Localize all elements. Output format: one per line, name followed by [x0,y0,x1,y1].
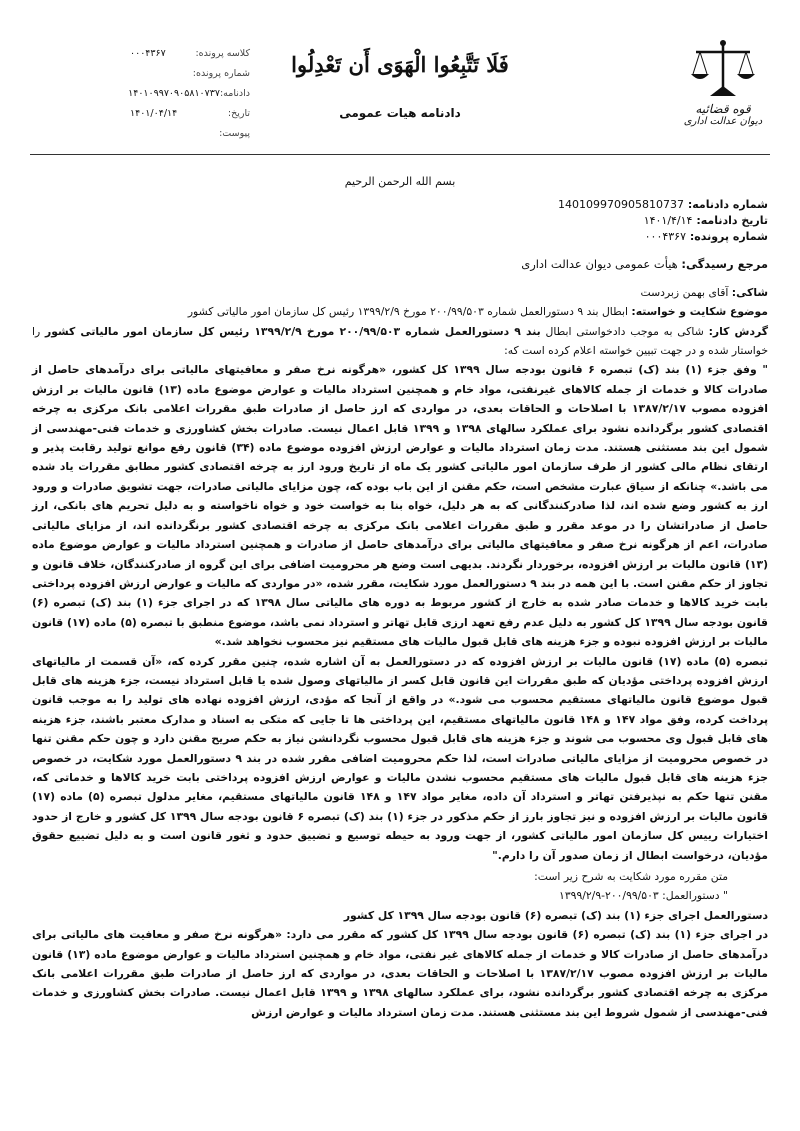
plaintiff-value: آقای بهمن زبردست [640,285,729,299]
plaintiff-label: شاکی: [731,285,768,299]
meta-value: ۱۴۰۱۰۹۹۷۰۹۰۵۸۱۰۷۳۷ [128,88,220,99]
header-divider [30,154,770,155]
reference-label: مرجع رسیدگی: [681,257,768,272]
workflow-paragraph [32,322,768,361]
meta-row [130,44,250,64]
subject-label: موضوع شکایت و خواسته: [631,305,768,319]
case-metadata [130,44,250,144]
complaint-paragraph-2: تبصره (۵) ماده (۱۷) قانون مالیات بر ارزش افزوده که در دستورالعمل به آن اشاره شده، چنین مقرر کرده که، «آن قسمت از مالیاتهای ارزش افزوده پرداختی مؤدیان که طبق مقررات این قانون قابل کسر از مالیاتهای وصول شده یا قابل استرداد نیست، جزء هزینه های قابل قبول موضوع قانون مالیاتهای مستقیم محسوب می شود.» در واقع از آنجا که مؤدی، ارزش افزوده نهاده های تولید را به موجب قانون پرداخت کرده، وفق مواد ۱۴۷ و ۱۴۸ قانون مالیاتهای مستقیم، این پرداختی ها تا جایی که متکی به اسناد و مدارک معتبر باشند، جزء هزینه های قابل قبول وی محسوب می شوند و جزء هزینه های قابل قبول محسوب نگردانشن نیاز به حکم صریح مقنن دارد و چون حکم مقنن تنها در خصوص محرومیت از مزایای مالیاتی صادرات است، لذا حکم محرومیت اضافی مقرر شده در بند ۹ دستورالعمل مورد شکایت، در خصوص جزء هزینه های قابل قبول مالیات های مستقیم محسوب نشدن مالیات و عوارض ارزش افزوده پرداختی بابت خرید کالاها و خدماتی که، مقنن تنها حکم به نپذیرفتن تهاتر و استرداد آن داده، مغایر مواد ۱۴۷ و ۱۴۸ قانون مالیاتهای مستقیم، مغایر مدلول تبصره (۵) ماده (۱۷) قانون مالیات بر ارزش افزوده و نیز تجاوز بارز از حکم مذکور در جزء (۱) بند (ک) تبصره ۶ قانون بودجه سال ۱۳۹۹ کل کشور و خارج از حدود اختیارات رییس کل سازمان امور مالیاتی کشور، از جهت ورود به حیطه توسیع و تضییق حدود و ثغور قانون است و به دلیل تضییع حقوق مؤدیان، درخواست ابطال از زمان صدور آن را دارم." [32,654,769,862]
meta-label: تاریخ: [227,108,250,119]
subject-line [32,302,768,321]
verdict-info [32,197,768,245]
reference-value: هیأت عمومی دیوان عدالت اداری [521,257,678,272]
info-label: شماره پرونده: [689,230,768,244]
meta-row [130,64,250,84]
workflow-text-a: شاکی به موجب دادخواستی ابطال [540,324,704,338]
header-subtitle: دادنامه هیات عمومی [339,106,461,120]
info-value: ۱۴۰۱/۴/۱۴ [643,214,693,228]
workflow-label: گردش کار: [708,324,768,338]
header-verse: فَلَا تَتَّبِعُوا الْهَوَى أَن تَعْدِلُوا [291,52,509,77]
judiciary-emblem [678,38,768,127]
info-label: شماره دادنامه: [687,198,768,212]
meta-value: ۰۰۰۴۳۶۷ [130,48,166,59]
quoted-text-label: متن مقرره مورد شکایت به شرح زیر است: [534,870,728,883]
subject-value: ابطال بند ۹ دستورالعمل شماره ۲۰۰/۹۹/۵۰۳ مورخ ۱۳۹۹/۲/۹ رئیس کل سازمان امور مالیاتی کشور [187,305,628,319]
info-row [32,229,768,245]
meta-label: کلاسه پرونده: [195,48,250,59]
info-value: 140109970905810737 [557,198,684,212]
reference-line [32,255,768,274]
meta-row [130,104,250,124]
document-body [32,172,768,1022]
document-header [0,0,800,165]
meta-label: دادنامه: [219,88,250,99]
bismillah: بسم الله الرحمن الرحیم [344,175,456,188]
meta-label: شماره پرونده: [192,68,250,79]
info-label: تاریخ دادنامه: [696,214,768,228]
plaintiff-line [32,283,768,302]
info-value: ۰۰۰۴۳۶۷ [644,230,686,244]
scales-of-justice-icon [688,38,758,100]
info-row [32,197,768,213]
emblem-line-1: قوه قضائیه [695,102,751,116]
meta-value: ۱۴۰۱/۰۴/۱۴ [130,108,178,119]
directive-title: دستورالعمل اجرای جزء (۱) بند (ک) تبصره (۶) قانون بودجه سال ۱۳۹۹ کل کشور [343,908,768,922]
emblem-line-2: دیوان عدالت اداری [683,116,763,127]
meta-row [130,84,250,104]
directive-paragraph: در اجرای جزء (۱) بند (ک) تبصره (۶) قانون بودجه سال ۱۳۹۹ کل کشور که مقرر می دارد: «هرگونه نرخ صفر و معافیت های مالیاتی برای درآمدهای حاصل از صادرات کالا و خدمات از جمله کالاهای غیر نفتی، مواد خام و همچنین استرداد مالیات و عوارض موضوع ماده (۱۳) قانون مالیات بر ارزش افزوده مصوب ۱۳۸۷/۲/۱۷ با اصلاحات و الحاقات بعدی، در مواردی که ارز حاصل از صادرات طبق مقررات اعلامی بانک مرکزی به چرخه اقتصادی کشور برگردانده نشود، برای عملکرد سالهای ۱۳۹۸ و ۱۳۹۹ قابل اعمال نیست. صادرات بخش کشاورزی و خدمات فنی-مهندسی از شمول شروط این بند مستثنی هستند. مدت زمان استرداد مالیات و عوارض ارزش [32,928,769,1019]
info-row [32,213,768,229]
meta-row [130,124,250,144]
directive-reference: " دستورالعمل: ۲۰۰/۹۹/۵۰۳-۱۳۹۹/۲/۹ [559,889,728,903]
complaint-paragraph-1: " وفق جزء (۱) بند (ک) تبصره ۶ قانون بودجه سال ۱۳۹۹ کل کشور، «هرگونه نرخ صفر و معافیتهای مالیاتی برای درآمدهای حاصل از صادرات کالا و خدمات از جمله کالاهای غیرنفتی، مواد خام و همچنین استرداد مالیات و عوارض موضوع ماده (۱۳) قانون مالیات بر ارزش افزوده مصوب ۱۳۸۷/۲/۱۷ با اصلاحات و الحاقات بعدی، در مواردی که ارز حاصل از صادرات طبق مقررات اعلامی بانک مرکزی به چرخه اقتصادی کشور برگردانده نشود برای عملکرد سالهای ۱۳۹۸ و ۱۳۹۹ قابل اعمال نیست. صادرات بخش کشاورزی و خدمات فنی-مهندسی از شمول این بند مستثنی هستند. مدت زمان استرداد مالیات و عوارض ارزش افزوده موضوع ماده (۳۴) قانون رفع موانع تولید رقابت پذیر و ارتقای نظام مالی کشور از طرف سازمان امور مالیاتی کشور یک ماه از تاریخ ورود ارز به چرخه اقتصادی کشور مطابق مقررات یاد شده می باشد.» چنانکه از سیاق عبارت مشخص است، حکم مقنن از این باب بوده که، چون مزایای مالیاتی صادرات، جهت تشویق صادرات و ورود ارز به کشور وضع شده اند، لذا صادرکنندگانی که به هر دلیل، خواه بنا به خواست خود و خواه ناخواسته و به دلیل تحریم های بانکی، ارز حاصل از صادراتشان را در موعد مقرر و طبق مقررات اعلامی بانک مرکزی به چرخه اقتصادی کشور برنگردانده اند، از مزایای مالیاتی صادرات، اعم از هرگونه نرخ صفر و معافیتهای مالیاتی برای درآمدهای حاصل از صادرات و همچنین استرداد مالیات و عوارض موضوع ماده (۱۳) قانون مالیات بر ارزش افزوده، برخوردار نگردند. بدیهی است وضع هر محرومیت اضافی برای این گروه از صادرکنندگان، خلاف قانون و تجاوز از حکم مقنن است. با این همه در بند ۹ دستورالعمل مورد شکایت، مقرر شده، «در مواردی که مالیات و عوارض ارزش افزوده پرداختی بابت خرید کالاها و خدمات صادر شده به خارج از کشور مربوط به دوره های مالیاتی سال ۱۳۹۸ که در اجرای جزء (۱) بند (ک) تبصره (۶) قانون بودجه سال ۱۳۹۹ کل کشور به دلیل عدم رفع تعهد ارزی قابل تهاتر و استرداد نمی باشد، موضوع منطبق با تبصره (۵) ماده (۱۷) قانون مالیات بر ارزش افزوده نبوده و جزء هزینه های قابل قبول مالیات های مستقیم نیز محسوب نخواهد شد.» [32,363,768,649]
meta-label: پیوست: [219,128,250,139]
workflow-text-c: را خواستار شده و در جهت تبیین خواسته اعلام کرده است که: [32,324,768,358]
workflow-text-b: بند ۹ دستورالعمل شماره ۲۰۰/۹۹/۵۰۳ مورخ ۱۳۹۹/۲/۹ رئیس کل سازمان امور مالیاتی کشور [45,324,541,338]
